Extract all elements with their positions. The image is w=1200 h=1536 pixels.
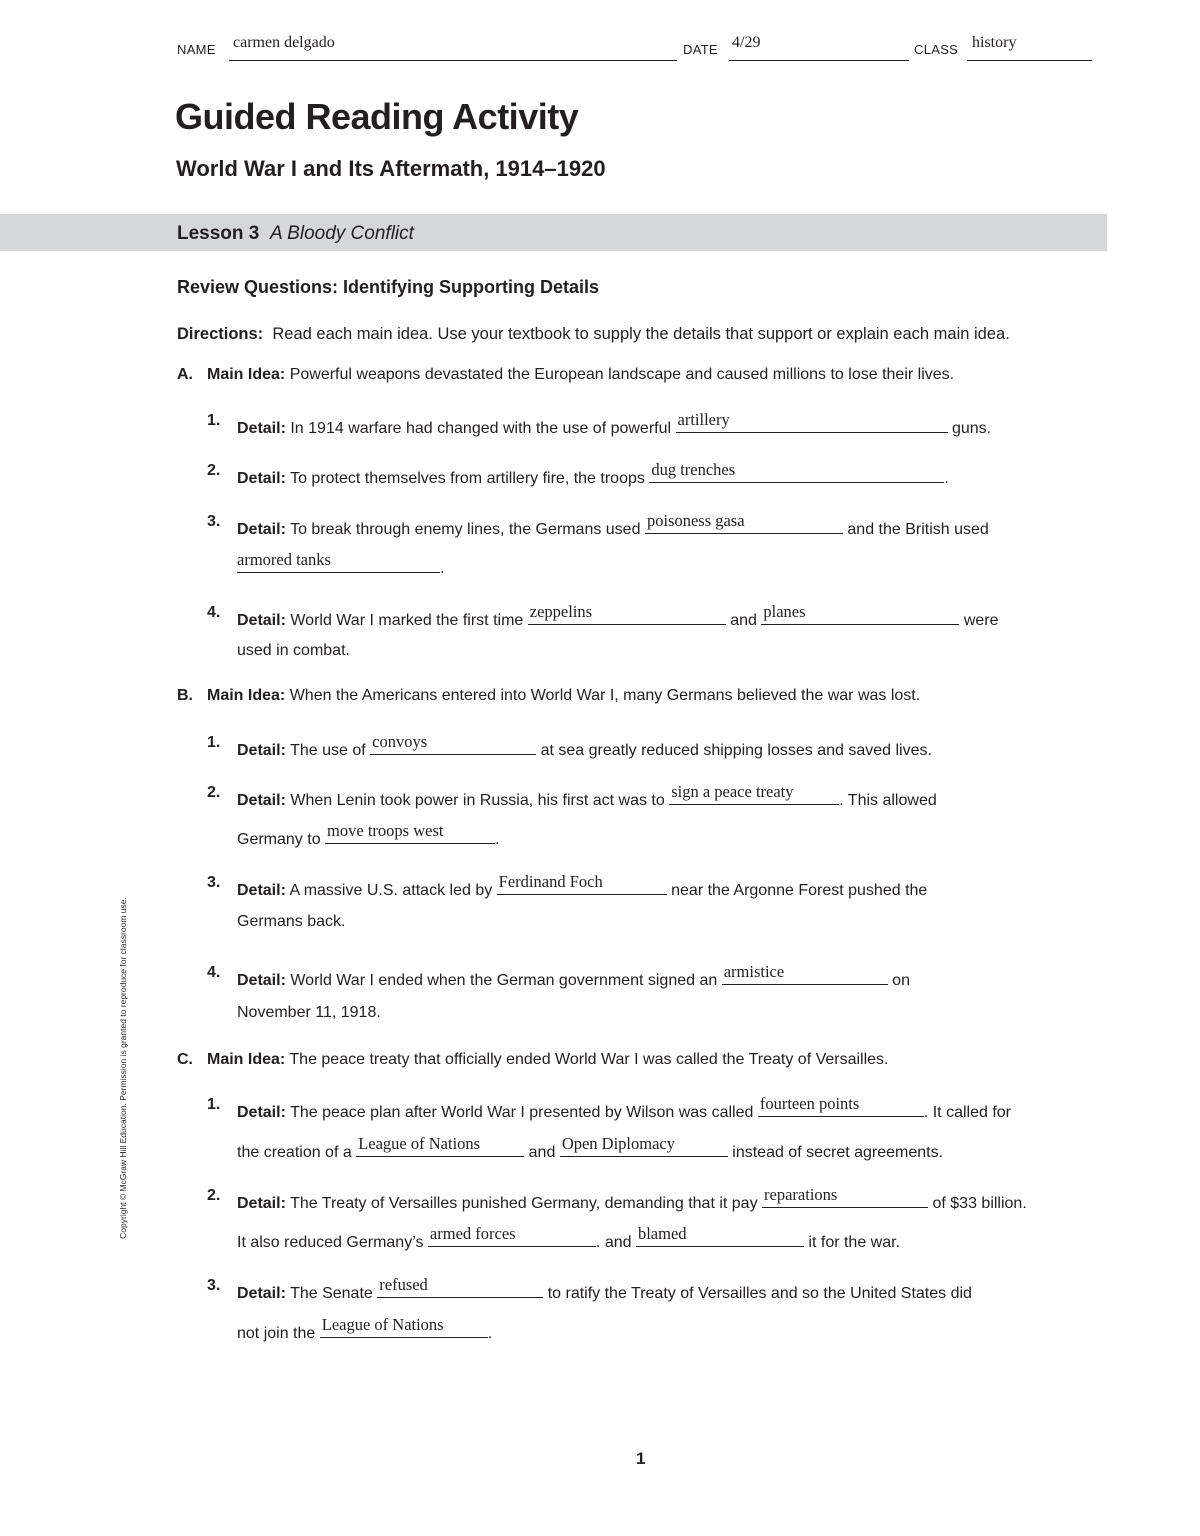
section-b-letter: B. bbox=[177, 687, 193, 704]
answer-blank[interactable] bbox=[428, 1226, 596, 1247]
section-b-detail-2 bbox=[237, 784, 937, 810]
answer-text: fourteen points bbox=[759, 1094, 860, 1113]
date-value[interactable]: 4/29 bbox=[732, 34, 761, 51]
detail-text: at sea greatly reduced shipping losses and saved lives. bbox=[540, 742, 932, 759]
answer-blank[interactable] bbox=[370, 734, 536, 755]
section-a-letter: A. bbox=[177, 366, 193, 383]
section-c-detail-2 bbox=[237, 1187, 1027, 1213]
page-number: 1 bbox=[636, 1449, 646, 1468]
detail-text: . bbox=[944, 470, 949, 487]
answer-text: blamed bbox=[637, 1224, 687, 1243]
class-value[interactable]: history bbox=[972, 34, 1017, 51]
detail-text: the creation of a bbox=[237, 1144, 352, 1161]
main-idea-label: Main Idea: bbox=[207, 366, 286, 383]
section-a-detail-3 bbox=[237, 513, 989, 539]
detail-number: 1. bbox=[207, 1096, 221, 1113]
detail-text: guns. bbox=[951, 420, 992, 437]
detail-text: and the British used bbox=[847, 521, 989, 538]
section-b-detail-2-line2 bbox=[237, 823, 500, 849]
date-label: DATE bbox=[683, 42, 718, 57]
answer-text: artillery bbox=[677, 410, 730, 429]
answer-blank[interactable] bbox=[762, 1187, 928, 1208]
lesson-label: Lesson 3 bbox=[177, 223, 260, 244]
detail-text: . bbox=[495, 831, 500, 848]
detail-label: Detail: bbox=[237, 612, 286, 629]
main-idea-label: Main Idea: bbox=[207, 1051, 286, 1068]
section-a-detail-4-line2: used in combat. bbox=[237, 642, 350, 659]
answer-blank[interactable] bbox=[758, 1096, 924, 1117]
answer-blank[interactable] bbox=[320, 1317, 488, 1338]
detail-text: The Treaty of Versailles punished Germany, demanding that it pay bbox=[290, 1195, 758, 1212]
section-b-main-idea bbox=[207, 687, 920, 705]
detail-number: 3. bbox=[207, 513, 221, 530]
answer-blank[interactable] bbox=[497, 874, 667, 895]
answer-blank[interactable] bbox=[722, 964, 888, 985]
detail-text: It also reduced Germany’s bbox=[237, 1234, 424, 1251]
detail-label: Detail: bbox=[237, 1285, 286, 1302]
detail-number: 2. bbox=[207, 784, 221, 801]
answer-text: armored tanks bbox=[237, 550, 331, 569]
section-b-detail-1 bbox=[237, 734, 932, 760]
section-c-detail-1-line2 bbox=[237, 1136, 943, 1162]
lesson-heading bbox=[177, 223, 414, 245]
detail-label: Detail: bbox=[237, 972, 286, 989]
detail-text: were bbox=[963, 612, 999, 629]
detail-text: When Lenin took power in Russia, his first act was to bbox=[290, 792, 665, 809]
answer-blank[interactable] bbox=[676, 412, 948, 433]
section-a-main-idea bbox=[207, 366, 954, 384]
detail-text: World War I marked the first time bbox=[290, 612, 524, 629]
detail-text: not join the bbox=[237, 1325, 316, 1342]
detail-text: . bbox=[440, 560, 445, 577]
answer-blank[interactable] bbox=[645, 513, 843, 534]
answer-blank[interactable] bbox=[560, 1136, 728, 1157]
directions bbox=[177, 325, 1010, 344]
answer-blank[interactable] bbox=[356, 1136, 524, 1157]
page-subtitle: World War I and Its Aftermath, 1914–1920 bbox=[176, 156, 606, 181]
answer-blank[interactable] bbox=[669, 784, 839, 805]
detail-text: on bbox=[892, 972, 910, 989]
detail-text: instead of secret agreements. bbox=[732, 1144, 944, 1161]
answer-text: planes bbox=[763, 602, 806, 621]
answer-text: poisoness gasa bbox=[646, 511, 745, 530]
page-title: Guided Reading Activity bbox=[175, 96, 579, 137]
answer-text: League of Nations bbox=[321, 1315, 444, 1334]
section-b-detail-3-line2: Germans back. bbox=[237, 913, 346, 930]
answer-text: move troops west bbox=[327, 821, 444, 840]
copyright-notice: Copyright © McGraw Hill Education. Permission is granted to reproduce for classroom use. bbox=[118, 897, 128, 1239]
answer-text: Open Diplomacy bbox=[561, 1134, 675, 1153]
detail-number: 2. bbox=[207, 462, 221, 479]
detail-text: Germany to bbox=[237, 831, 321, 848]
answer-blank[interactable] bbox=[761, 604, 959, 625]
section-c-detail-3-line2 bbox=[237, 1317, 492, 1343]
detail-text: of $33 billion. bbox=[932, 1195, 1027, 1212]
detail-text: A massive U.S. attack led by bbox=[289, 882, 493, 899]
detail-label: Detail: bbox=[237, 470, 286, 487]
detail-label: Detail: bbox=[237, 742, 286, 759]
main-idea-text: The peace treaty that officially ended World War I was called the Treaty of Versailles. bbox=[289, 1051, 889, 1068]
section-c-letter: C. bbox=[177, 1051, 193, 1068]
detail-number: 1. bbox=[207, 734, 221, 751]
answer-text: reparations bbox=[764, 1185, 838, 1204]
detail-number: 3. bbox=[207, 1277, 221, 1294]
detail-text: In 1914 warfare had changed with the use of powerful bbox=[290, 420, 672, 437]
answer-blank[interactable] bbox=[636, 1226, 804, 1247]
detail-text: The use of bbox=[290, 742, 366, 759]
detail-text: it for the war. bbox=[808, 1234, 901, 1251]
detail-text: . bbox=[487, 1325, 493, 1342]
answer-blank[interactable] bbox=[649, 462, 944, 483]
detail-number: 4. bbox=[207, 604, 221, 621]
name-label: NAME bbox=[177, 42, 216, 57]
section-b-detail-4 bbox=[237, 964, 910, 990]
detail-text: near the Argonne Forest pushed the bbox=[671, 882, 928, 899]
main-idea-text: Powerful weapons devastated the European landscape and caused millions to lose their lives. bbox=[289, 366, 955, 383]
answer-text: sign a peace treaty bbox=[671, 782, 794, 801]
detail-label: Detail: bbox=[237, 1195, 286, 1212]
section-b-detail-3 bbox=[237, 874, 927, 900]
detail-text: to ratify the Treaty of Versailles and so the United States did bbox=[547, 1285, 972, 1302]
section-a-detail-4 bbox=[237, 604, 999, 630]
detail-text: The Senate bbox=[290, 1285, 373, 1302]
detail-label: Detail: bbox=[237, 1104, 286, 1121]
section-c-detail-2-line2 bbox=[237, 1226, 900, 1252]
detail-label: Detail: bbox=[237, 420, 286, 437]
answer-blank[interactable] bbox=[325, 823, 495, 844]
section-a-detail-2 bbox=[237, 462, 949, 488]
answer-text: convoys bbox=[372, 732, 428, 751]
detail-text: To protect themselves from artillery fire, the troops bbox=[290, 470, 645, 487]
section-c-main-idea bbox=[207, 1051, 889, 1069]
review-heading: Review Questions: Identifying Supporting Details bbox=[177, 277, 600, 297]
detail-text: . It called for bbox=[923, 1104, 1011, 1121]
detail-text: and bbox=[528, 1144, 556, 1161]
directions-label: Directions: bbox=[177, 325, 264, 343]
answer-text: League of Nations bbox=[358, 1134, 481, 1153]
section-a-detail-3-line2 bbox=[237, 552, 444, 578]
section-b-detail-4-line2: November 11, 1918. bbox=[237, 1004, 381, 1021]
detail-text: World War I ended when the German government signed an bbox=[290, 972, 718, 989]
detail-number: 1. bbox=[207, 412, 221, 429]
section-c-detail-3 bbox=[237, 1277, 972, 1303]
directions-text: Read each main idea. Use your textbook to supply the details that support or explain each main idea. bbox=[272, 325, 1010, 343]
answer-blank[interactable] bbox=[528, 604, 726, 625]
detail-number: 2. bbox=[207, 1187, 221, 1204]
detail-label: Detail: bbox=[237, 521, 286, 538]
detail-number: 4. bbox=[207, 964, 221, 981]
answer-text: armistice bbox=[723, 962, 785, 981]
answer-blank[interactable] bbox=[377, 1277, 543, 1298]
lesson-name: A Bloody Conflict bbox=[269, 223, 414, 244]
class-label: CLASS bbox=[914, 42, 959, 57]
main-idea-text: When the Americans entered into World War I, many Germans believed the war was lost. bbox=[289, 687, 921, 704]
section-c-detail-1 bbox=[237, 1096, 1011, 1122]
detail-text: . This allowed bbox=[839, 792, 937, 809]
answer-text: dug trenches bbox=[651, 460, 736, 479]
main-idea-label: Main Idea: bbox=[207, 687, 286, 704]
detail-text: . and bbox=[595, 1234, 632, 1251]
answer-text: refused bbox=[379, 1275, 428, 1294]
answer-text: armed forces bbox=[429, 1224, 516, 1243]
detail-label: Detail: bbox=[237, 792, 286, 809]
section-a-detail-1 bbox=[237, 412, 991, 438]
answer-blank[interactable] bbox=[237, 552, 440, 573]
detail-text: The peace plan after World War I presented by Wilson was called bbox=[290, 1104, 754, 1121]
name-value[interactable]: carmen delgado bbox=[233, 34, 335, 51]
detail-text: To break through enemy lines, the Germans used bbox=[290, 521, 641, 538]
detail-label: Detail: bbox=[237, 882, 286, 899]
detail-text: and bbox=[730, 612, 757, 629]
answer-text: Ferdinand Foch bbox=[498, 872, 603, 891]
lesson-bar bbox=[0, 214, 1107, 251]
detail-number: 3. bbox=[207, 874, 221, 891]
answer-text: zeppelins bbox=[529, 602, 593, 621]
